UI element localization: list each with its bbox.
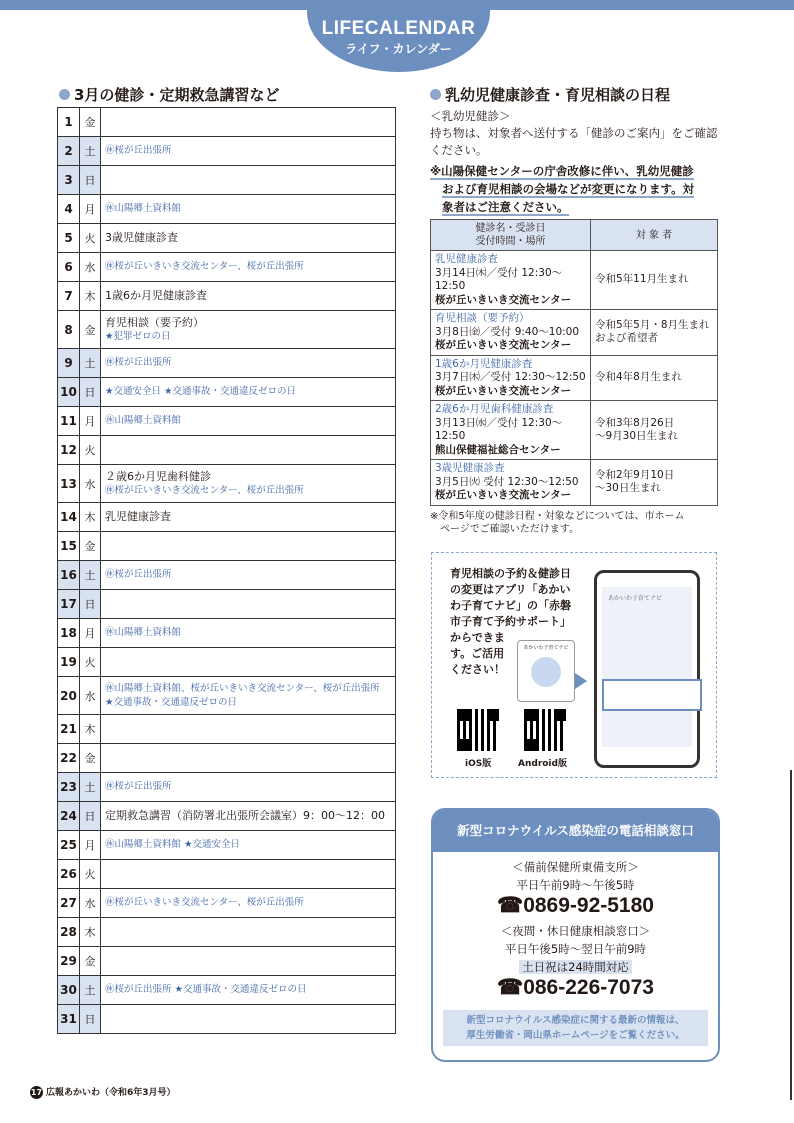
calendar-row — [58, 677, 396, 715]
calendar-weekday: 金 — [80, 532, 101, 561]
calendar-events — [101, 532, 396, 561]
exam-target: および希望者 — [595, 332, 658, 345]
schedule-row — [431, 355, 718, 401]
calendar-day: 24 — [58, 802, 80, 831]
calendar-events — [101, 166, 396, 195]
calendar-events — [101, 677, 396, 715]
infant-sub: ＜乳幼児健診＞ — [430, 109, 511, 123]
exam-date: 3月7日㈭／受付 12:30～12:50 — [435, 371, 586, 383]
calendar-row — [58, 947, 396, 976]
calendar-row — [58, 773, 396, 802]
calendar-row — [58, 195, 396, 224]
exam-target: ～30日生まれ — [595, 482, 661, 495]
calendar-events — [101, 436, 396, 465]
calendar-weekday: 木 — [80, 715, 101, 744]
schedule-row — [431, 310, 718, 356]
calendar-day: 14 — [58, 503, 80, 532]
calendar-weekday: 金 — [80, 108, 101, 137]
covid-hotline-box — [431, 808, 720, 1062]
calendar-event: ㊡桜が丘出張所 — [105, 357, 172, 368]
calendar-event: ㊡桜が丘出張所 ★交通事故・交通違反ゼロの日 — [105, 984, 307, 995]
calendar-day: 29 — [58, 947, 80, 976]
calendar-events — [101, 831, 396, 860]
calendar-day: 13 — [58, 465, 80, 503]
schedule-target-cell — [591, 310, 718, 356]
calendar-day: 10 — [58, 378, 80, 407]
calendar-events — [101, 947, 396, 976]
schedule-exam-cell — [431, 251, 591, 310]
calendar-events — [101, 773, 396, 802]
calendar-event: ★交通事故・交通違反ゼロの日 — [105, 696, 238, 708]
calendar-row — [58, 744, 396, 773]
calendar-row — [58, 282, 396, 311]
exam-date: 3月14日㈭／受付 12:30～12:50 — [435, 266, 563, 292]
notice-line-1: ※山陽保健センターの庁舎改修に伴い、乳幼児健診 — [430, 164, 694, 178]
ios-label: iOS版 — [465, 759, 492, 769]
calendar-weekday: 水 — [80, 677, 101, 715]
calendar-events — [101, 407, 396, 436]
calendar-day: 15 — [58, 532, 80, 561]
calendar-day: 11 — [58, 407, 80, 436]
calendar-day: 20 — [58, 677, 80, 715]
calendar-day: 21 — [58, 715, 80, 744]
calendar-events — [101, 282, 396, 311]
calendar-events — [101, 802, 396, 831]
infant-intro-2: ください。 — [430, 143, 488, 157]
schedule-target-cell — [591, 460, 718, 506]
calendar-weekday: 日 — [80, 378, 101, 407]
exam-name: 乳児健康診査 — [435, 253, 498, 265]
infant-intro — [430, 108, 718, 159]
calendar-events — [101, 889, 396, 918]
calendar-row — [58, 349, 396, 378]
calendar-day: 8 — [58, 311, 80, 349]
calendar-event: 3歳児健康診査 — [105, 231, 178, 244]
page-footer — [30, 1085, 176, 1099]
exam-name: 育児相談（要予約） — [435, 312, 530, 324]
calendar-event: ㊡桜が丘出張所 — [105, 145, 172, 156]
calendar-weekday: 金 — [80, 947, 101, 976]
covid-body — [433, 858, 718, 1046]
schedule-target-cell — [591, 355, 718, 401]
calendar-day: 28 — [58, 918, 80, 947]
calendar-weekday: 月 — [80, 619, 101, 648]
calendar-row — [58, 802, 396, 831]
calendar-event: ㊡桜が丘いきいき交流センター、桜が丘出張所 — [105, 897, 304, 908]
schedule-exam-cell — [431, 460, 591, 506]
venue-notice — [430, 162, 720, 216]
calendar-day: 2 — [58, 137, 80, 166]
mascot-image — [517, 640, 575, 702]
calendar-weekday: 月 — [80, 195, 101, 224]
calendar-row — [58, 715, 396, 744]
calendar-day: 3 — [58, 166, 80, 195]
calendar-events — [101, 976, 396, 1005]
exam-target: 令和4年8月生まれ — [595, 371, 682, 383]
exam-place: 桜が丘いきいき交流センター — [435, 489, 572, 501]
exam-place: 桜が丘いきいき交流センター — [435, 293, 572, 306]
bullet-icon — [59, 89, 70, 100]
calendar-events — [101, 744, 396, 773]
app-line: 育児相談の予約＆健診日 — [450, 567, 571, 580]
footer-text: 広報あかいわ（令和6年3月号） — [46, 1088, 176, 1098]
calendar-events — [101, 619, 396, 648]
header-subtitle: ライフ・カレンダー — [345, 42, 452, 56]
notice-line-2: および育児相談の会場などが変更になります。対 — [442, 182, 695, 196]
app-line: わ子育てナビ」の「赤磐 — [450, 599, 571, 612]
th-line-2: 受付時間・場所 — [475, 236, 546, 247]
hours-2: 平日午後5時～翌日午前9時 — [504, 942, 647, 956]
calendar-event: ㊡山陽郷土資料館 — [105, 627, 182, 638]
calendar-event: ㊡山陽郷土資料館 — [105, 415, 182, 426]
calendar-row — [58, 108, 396, 137]
calendar-weekday: 月 — [80, 407, 101, 436]
calendar-row — [58, 1005, 396, 1034]
schedule-exam-cell — [431, 355, 591, 401]
calendar-day: 1 — [58, 108, 80, 137]
calendar-day: 26 — [58, 860, 80, 889]
calendar-weekday: 木 — [80, 282, 101, 311]
calendar-events — [101, 253, 396, 282]
arrow-icon — [575, 673, 587, 689]
exam-target: 令和2年9月10日 — [595, 468, 675, 481]
calendar-event: ㊡山陽郷土資料館 ★交通安全日 — [105, 839, 241, 850]
schedule-row — [431, 251, 718, 310]
exam-place: 熊山保健福祉総合センター — [435, 443, 561, 456]
calendar-events — [101, 108, 396, 137]
app-line: 市子育て予約サポート」 — [450, 615, 571, 628]
calendar-event: ★交通安全日 ★交通事故・交通違反ゼロの日 — [105, 386, 297, 397]
schedule-header-2: 対 象 者 — [591, 220, 718, 251]
calendar-weekday: 火 — [80, 860, 101, 889]
calendar-day: 19 — [58, 648, 80, 677]
calendar-row — [58, 311, 396, 349]
calendar-title — [59, 84, 279, 105]
header-tab — [307, 0, 490, 72]
calendar-weekday: 水 — [80, 889, 101, 918]
exam-place: 桜が丘いきいき交流センター — [435, 384, 572, 397]
calendar-event: 乳児健康診査 — [105, 510, 171, 523]
calendar-weekday: 土 — [80, 561, 101, 590]
phone-screen — [602, 587, 692, 747]
app-line: の変更はアプリ「あかい — [450, 583, 571, 596]
calendar-events — [101, 224, 396, 253]
exam-place: 桜が丘いきいき交流センター — [435, 339, 572, 351]
calendar-weekday: 火 — [80, 436, 101, 465]
hours-3: 土日祝は24時間対応 — [519, 960, 632, 974]
calendar-day: 31 — [58, 1005, 80, 1034]
hours-1: 平日午前9時～午後5時 — [516, 878, 635, 892]
footnote-2: ページでご確認いただけます。 — [430, 524, 579, 535]
calendar-events — [101, 465, 396, 503]
qr-code-android[interactable] — [524, 709, 566, 751]
schedule-exam-cell — [431, 401, 591, 460]
calendar-event: ㊡桜が丘いきいき交流センター、桜が丘出張所 — [105, 261, 304, 272]
calendar-row — [58, 166, 396, 195]
calendar-weekday: 月 — [80, 831, 101, 860]
exam-target: 令和3年8月26日 — [595, 416, 675, 429]
calendar-event: 育児相談（要予約） — [105, 315, 204, 329]
exam-date: 3月8日㈮／受付 9:40～10:00 — [435, 325, 580, 338]
office-1: ＜備前保健所東備支所＞ — [512, 860, 639, 874]
calendar-row — [58, 378, 396, 407]
exam-name: 1歳6か月児健康診査 — [435, 357, 533, 370]
calendar-events — [101, 1005, 396, 1034]
calendar-events — [101, 590, 396, 619]
calendar-weekday: 水 — [80, 253, 101, 282]
exam-name: 2歳6か月児歯科健康診査 — [435, 403, 554, 415]
calendar-row — [58, 137, 396, 166]
exam-target: 令和5年11月生まれ — [595, 273, 689, 286]
schedule-row — [431, 401, 718, 460]
calendar-day: 30 — [58, 976, 80, 1005]
calendar-row — [58, 532, 396, 561]
calendar-event: ㊡桜が丘いきいき交流センター、桜が丘出張所 — [105, 484, 304, 496]
calendar-weekday: 日 — [80, 802, 101, 831]
page-number: 17 — [30, 1088, 43, 1097]
calendar-row — [58, 561, 396, 590]
calendar-row — [58, 224, 396, 253]
calendar-weekday: 土 — [80, 976, 101, 1005]
schedule-exam-cell — [431, 310, 591, 356]
notice-line-3: 象者はご注意ください。 — [442, 200, 569, 214]
calendar-day: 7 — [58, 282, 80, 311]
calendar-day: 22 — [58, 744, 80, 773]
calendar-row — [58, 860, 396, 889]
calendar-row — [58, 407, 396, 436]
calendar-events — [101, 648, 396, 677]
schedule-target-cell — [591, 251, 718, 310]
info-line-2: 厚生労働省・岡山県ホームページをご覧ください。 — [466, 1030, 685, 1041]
phone-illustration — [594, 570, 700, 768]
calendar-events — [101, 137, 396, 166]
calendar-events — [101, 918, 396, 947]
exam-date: 3月13日㈬／受付 12:30～12:50 — [435, 416, 563, 442]
calendar-weekday: 土 — [80, 137, 101, 166]
calendar-row — [58, 648, 396, 677]
phone-number-2[interactable]: ☎086-226-7073 — [497, 976, 654, 999]
calendar-row — [58, 253, 396, 282]
calendar-row — [58, 976, 396, 1005]
calendar-events — [101, 503, 396, 532]
calendar-day: 18 — [58, 619, 80, 648]
app-line: ください！ — [450, 663, 505, 676]
calendar-events — [101, 349, 396, 378]
exam-target: 令和5年5月・8月生まれ — [595, 318, 710, 331]
calendar-weekday: 金 — [80, 311, 101, 349]
calendar-event: ㊡桜が丘出張所 — [105, 781, 172, 792]
calendar-weekday: 土 — [80, 349, 101, 378]
calendar-day: 27 — [58, 889, 80, 918]
calendar-weekday: 日 — [80, 1005, 101, 1034]
calendar-events — [101, 195, 396, 224]
calendar-day: 16 — [58, 561, 80, 590]
calendar-day: 25 — [58, 831, 80, 860]
app-line: からできま — [450, 631, 505, 644]
schedule-header-1 — [431, 220, 591, 251]
calendar-weekday: 木 — [80, 918, 101, 947]
schedule-target-cell — [591, 401, 718, 460]
infant-intro-1: 持ち物は、対象者へ送付する「健診のご案内」をご確認 — [430, 126, 718, 140]
calendar-day: 12 — [58, 436, 80, 465]
info-line-1: 新型コロナウイルス感染症に関する最新の情報は、 — [466, 1015, 685, 1026]
infant-title-text: 乳幼児健康診査・育児相談の日程 — [445, 86, 671, 104]
calendar-day: 5 — [58, 224, 80, 253]
calendar-events — [101, 378, 396, 407]
calendar-events — [101, 860, 396, 889]
exam-name: 3歳児健康診査 — [435, 462, 505, 474]
calendar-event: 定期救急講習（消防署北出張所会議室）9：00～12：00 — [105, 809, 385, 822]
calendar-row — [58, 918, 396, 947]
mascot-face — [531, 657, 561, 687]
calendar-events — [101, 715, 396, 744]
calendar-day: 23 — [58, 773, 80, 802]
calendar-weekday: 日 — [80, 166, 101, 195]
calendar-events — [101, 561, 396, 590]
calendar-title-text: 3月の健診・定期救急講習など — [74, 86, 280, 104]
infant-title — [430, 84, 670, 105]
calendar-day: 4 — [58, 195, 80, 224]
phone-number-1[interactable]: ☎0869-92-5180 — [497, 894, 654, 917]
schedule-table — [430, 219, 718, 506]
app-line: す。ご活用 — [450, 647, 505, 660]
phone-highlight — [602, 679, 702, 711]
schedule-footnote — [430, 510, 720, 536]
calendar-event: ２歳6か月児歯科健診 — [105, 469, 211, 483]
calendar-events — [101, 311, 396, 349]
calendar-event: 1歳6か月児健康診査 — [105, 289, 207, 302]
exam-date: 3月5日㈫ 受付 12:30～12:50 — [435, 475, 579, 488]
calendar-weekday: 火 — [80, 648, 101, 677]
calendar-weekday: 金 — [80, 744, 101, 773]
calendar-event: ㊡山陽郷土資料館 — [105, 203, 182, 214]
calendar-weekday: 水 — [80, 465, 101, 503]
mascot-label: あかいわ子育てナビ — [523, 645, 569, 651]
calendar-row — [58, 831, 396, 860]
office-2: ＜夜間・休日健康相談窓口＞ — [500, 924, 651, 938]
qr-code-ios[interactable] — [457, 709, 499, 751]
calendar-row — [58, 619, 396, 648]
calendar-event: ★犯罪ゼロの日 — [105, 330, 171, 342]
calendar-event: ㊡山陽郷土資料館、桜が丘いきいき交流センター、桜が丘出張所 — [105, 682, 380, 694]
calendar-row — [58, 465, 396, 503]
exam-target: ～9月30日生まれ — [595, 430, 679, 442]
calendar-weekday: 土 — [80, 773, 101, 802]
calendar-day: 6 — [58, 253, 80, 282]
calendar-row — [58, 436, 396, 465]
calendar-table — [57, 107, 396, 1034]
bullet-icon — [430, 89, 441, 100]
covid-info — [443, 1010, 708, 1046]
calendar-weekday: 木 — [80, 503, 101, 532]
calendar-row — [58, 889, 396, 918]
phone-screen-title: あかいわ子育てナビ — [608, 595, 663, 602]
th-line-1: 健診名・受診日 — [475, 223, 546, 234]
calendar-weekday: 火 — [80, 224, 101, 253]
calendar-row — [58, 590, 396, 619]
calendar-row — [58, 503, 396, 532]
schedule-row — [431, 460, 718, 506]
footnote-1: ※令和5年度の健診日程・対象などについては、市ホーム — [430, 511, 685, 522]
calendar-day: 17 — [58, 590, 80, 619]
calendar-day: 9 — [58, 349, 80, 378]
android-label: Android版 — [518, 759, 567, 769]
page-edge-line — [790, 770, 792, 1100]
calendar-event: ㊡桜が丘出張所 — [105, 569, 172, 580]
calendar-weekday: 日 — [80, 590, 101, 619]
header-title: LIFECALENDAR — [321, 18, 476, 39]
covid-title: 新型コロナウイルス感染症の電話相談窓口 — [433, 810, 718, 852]
